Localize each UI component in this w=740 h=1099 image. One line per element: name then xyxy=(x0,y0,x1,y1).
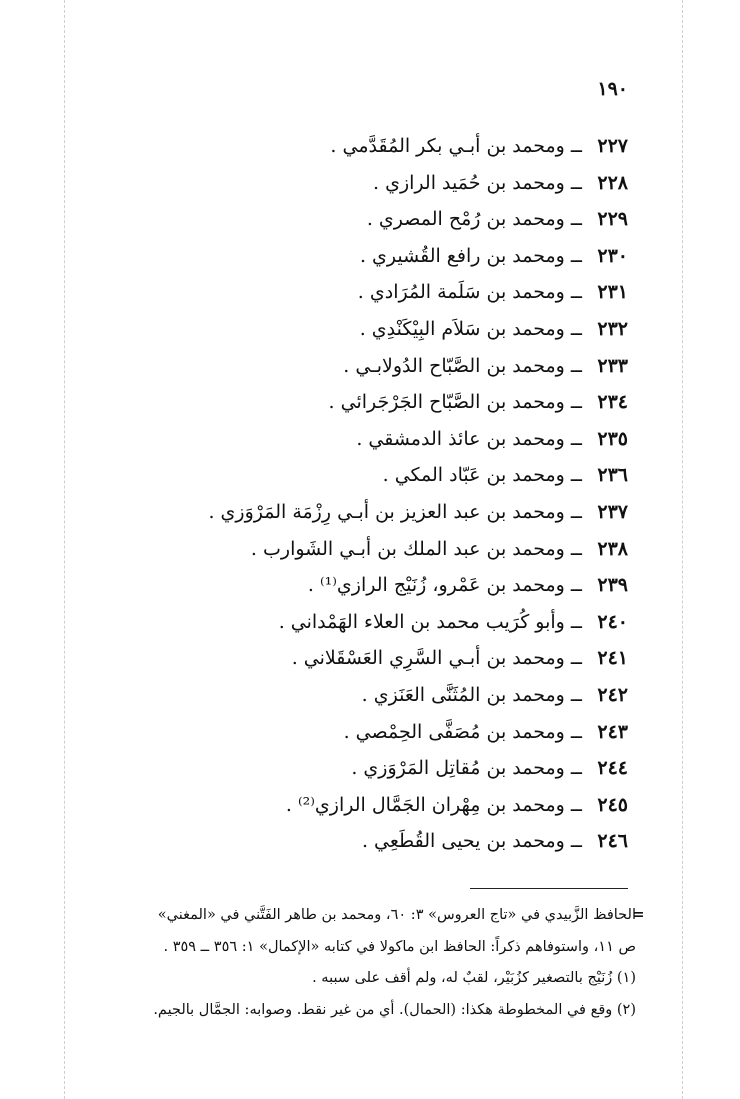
entry-dash: ــ xyxy=(570,281,582,304)
entry-dash: ــ xyxy=(570,574,582,597)
entry-dash: ــ xyxy=(570,647,582,670)
entry-number: ٢٣١ xyxy=(597,281,628,304)
footnote-continuation-line: الحافظ الزَّبيدي في «تاج العروس» ٣: ٦٠، ومحمد بن طاهر الفَتَّني في «المغني» xyxy=(157,907,636,923)
entry-number: ٢٤٣ xyxy=(597,720,628,743)
footnote-continuation-line: ص ١١، واستوفاهم ذكراً: الحافظ ابن ماكولا في كتابه «الإكمال» ١: ٣٥٦ ــ ٣٥٩ . xyxy=(163,938,636,955)
entry-number: ٢٣٩ xyxy=(597,574,628,597)
entry-dash: ــ xyxy=(570,464,582,487)
list-item xyxy=(148,311,628,348)
entry-dash: ــ xyxy=(570,720,582,743)
footnotes xyxy=(76,900,636,1026)
footnote-divider xyxy=(470,888,628,889)
list-item xyxy=(148,201,628,238)
entry-text: ومحمد بن مُقاتِل المَرْوَزي . xyxy=(351,757,565,780)
entry-text: ومحمد بن الصَّبّاح الجَرْجَرائي . xyxy=(328,391,565,414)
list-item xyxy=(148,677,628,714)
entry-text: ومحمد بن عَمْرو، زُنَيْج الرازي⁽¹⁾ . xyxy=(307,574,565,597)
entry-number: ٢٣٦ xyxy=(597,464,628,487)
entry-number: ٢٢٩ xyxy=(597,208,628,231)
list-item xyxy=(148,787,628,824)
entry-dash: ــ xyxy=(570,317,582,340)
narrator-list xyxy=(148,128,628,860)
list-item xyxy=(148,750,628,787)
entry-dash: ــ xyxy=(570,171,582,194)
list-item xyxy=(148,531,628,568)
entry-text: ومحمد بن عبد الملك بن أبـي الشَوارب . xyxy=(250,537,565,560)
entry-dash: ــ xyxy=(570,208,582,231)
entry-number: ٢٣٣ xyxy=(597,354,628,377)
list-item xyxy=(148,384,628,421)
list-item xyxy=(148,494,628,531)
entry-number: ٢٣٠ xyxy=(597,244,628,267)
entry-number: ٢٤٤ xyxy=(597,757,628,780)
entry-number: ٢٤٢ xyxy=(597,683,628,706)
entry-dash: ــ xyxy=(570,427,582,450)
list-item xyxy=(148,128,628,165)
entry-dash: ــ xyxy=(570,683,582,706)
entry-dash: ــ xyxy=(570,830,582,853)
entry-text: ومحمد بن عَبّاد المكي . xyxy=(382,464,565,487)
entry-text: ومحمد بن يحيى القُطَعِي . xyxy=(361,830,565,853)
entry-text: ومحمد بن رافع القُشيري . xyxy=(359,244,565,267)
entry-text: ومحمد بن سَلَمة المُرَادي . xyxy=(357,281,565,304)
entry-number: ٢٢٨ xyxy=(597,171,628,194)
entry-text: ومحمد بن مِهْران الجَمَّال الرازي⁽²⁾ . xyxy=(285,793,565,816)
list-item xyxy=(148,274,628,311)
entry-number: ٢٤٥ xyxy=(597,793,628,816)
list-item xyxy=(148,457,628,494)
entry-dash: ــ xyxy=(570,793,582,816)
list-item xyxy=(148,640,628,677)
page-number: ١٩٠ xyxy=(597,78,628,100)
list-item xyxy=(148,823,628,860)
footnote-1: (١) زُنَيْج بالتصغير كزُبَيْر، لقبٌ له، ولم أقف على سببه . xyxy=(312,970,636,986)
entry-dash: ــ xyxy=(570,610,582,633)
entry-text: وأبو كُرَيب محمد بن العلاء الهَمْداني . xyxy=(278,610,565,633)
scan-fold-line xyxy=(682,0,683,1099)
entry-text: ومحمد بن عائذ الدمشقي . xyxy=(356,427,565,450)
list-item xyxy=(148,567,628,604)
entry-dash: ــ xyxy=(570,354,582,377)
entry-number: ٢٤٠ xyxy=(597,610,628,633)
footnote-2: (٢) وقع في المخطوطة هكذا: (الحمال). أي من غير نقط. وصوابه: الجمَّال بالجيم. xyxy=(153,1001,636,1018)
entry-text: ومحمد بن سَلاَم البِيْكَنْدِي . xyxy=(359,317,565,340)
entry-text: ومحمد بن عبد العزيز بن أبـي رِزْمَة المَرْوَزي . xyxy=(208,500,565,523)
entry-text: ومحمد بن أبـي السَّرِي العَسْقَلاني . xyxy=(291,647,565,670)
entry-number: ٢٣٨ xyxy=(597,537,628,560)
entry-dash: ــ xyxy=(570,757,582,780)
entry-text: ومحمد بن رُمْح المصري . xyxy=(366,208,565,231)
entry-number: ٢٢٧ xyxy=(597,135,628,157)
entry-text: ومحمد بن الصَّبّاح الدُولابـي . xyxy=(343,354,565,377)
entry-dash: ــ xyxy=(570,244,582,267)
list-item xyxy=(148,348,628,385)
entry-text: ومحمد بن حُمَيد الرازي . xyxy=(373,171,565,194)
list-item xyxy=(148,714,628,751)
entry-number: ٢٤١ xyxy=(597,647,628,670)
entry-text: ومحمد بن مُصَفَّى الحِمْصي . xyxy=(343,720,565,743)
continuation-mark: = xyxy=(632,905,645,923)
list-item xyxy=(148,238,628,275)
scan-fold-line xyxy=(64,0,65,1099)
list-item xyxy=(148,165,628,202)
entry-dash: ــ xyxy=(570,135,582,157)
entry-dash: ــ xyxy=(570,391,582,414)
entry-number: ٢٣٢ xyxy=(597,317,628,340)
entry-number: ٢٣٥ xyxy=(597,427,628,450)
list-item xyxy=(148,604,628,641)
list-item xyxy=(148,421,628,458)
entry-number: ٢٤٦ xyxy=(597,830,628,853)
entry-text: ومحمد بن أبـي بكر المُقَدَّمي . xyxy=(330,135,565,157)
entry-dash: ــ xyxy=(570,500,582,523)
entry-number: ٢٣٤ xyxy=(597,391,628,414)
entry-text: ومحمد بن المُثَنَّى العَنَزي . xyxy=(361,683,565,706)
entry-number: ٢٣٧ xyxy=(597,500,628,523)
entry-dash: ــ xyxy=(570,537,582,560)
